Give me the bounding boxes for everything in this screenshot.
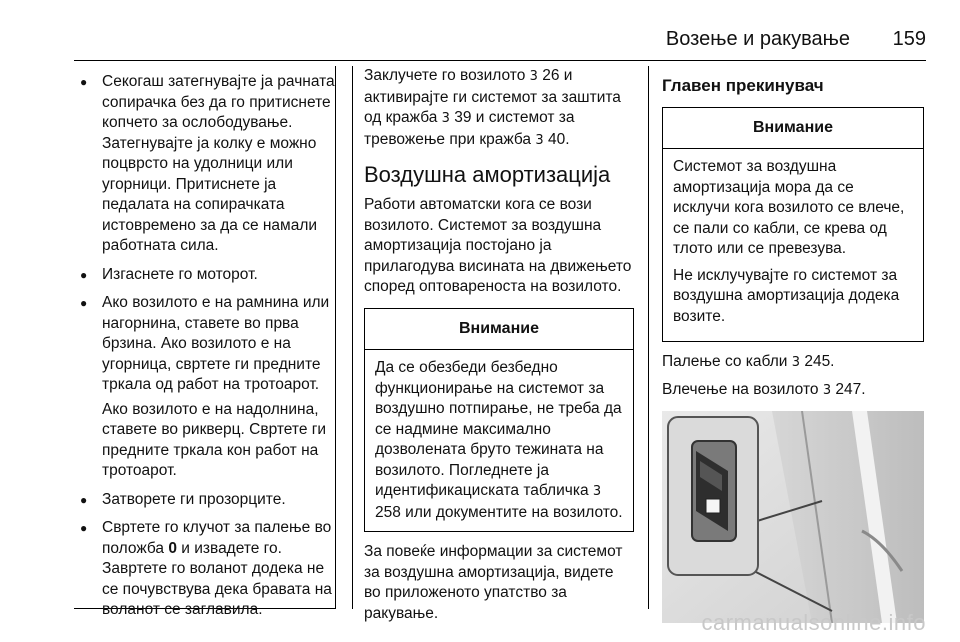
- warning-title: Внимание: [365, 309, 633, 351]
- text-segment: Влечење на возилото: [662, 380, 823, 398]
- paragraph: За повеќе информации за системот за воздушна амортизација, видете во приложеното упатство за ракување.: [364, 543, 623, 622]
- warning-box: [662, 107, 924, 343]
- text-segment: 247.: [831, 380, 866, 398]
- page-ref-icon[interactable]: 3: [592, 484, 602, 499]
- header-rule: [74, 60, 926, 61]
- paragraph: Не исклучувајте го системот за воздушна амортизација додека возите.: [673, 266, 900, 325]
- divider-left: [352, 66, 353, 609]
- column-3: [662, 66, 924, 623]
- page-ref-icon[interactable]: 3: [441, 111, 450, 126]
- paragraph: [364, 66, 634, 151]
- divider-right: [648, 66, 649, 609]
- text-segment: и извадете го. Завртете го воланот додека не се почувствува дека бравата на воланот се заглавила.: [102, 539, 332, 618]
- switch-photo: [662, 411, 924, 623]
- paragraph: [662, 380, 924, 402]
- warning-body: [365, 350, 633, 531]
- text-segment: Заклучете го возилото: [364, 67, 530, 84]
- list-item: ● Ако возилото е на рамнина или нагорнина, ставете во прва брзина. Ако возилото е на угорница, свртете ги предните тркала од работ на тротоарот.: [74, 293, 335, 396]
- list-subparagraph: Ако возилото е на надолнина, ставете во рикверц. Свртете ги предните тркала кон работ на тротоарот.: [102, 400, 327, 479]
- switch-photo-illustration: [662, 411, 924, 623]
- section-heading: Воздушна амортизација: [364, 162, 611, 187]
- paragraph: Системот за воздушна амортизација мора да се исклучи кога возилото се влече, се пали со кабли, се крева од тлото или се превезува.: [673, 158, 905, 257]
- page-header-title: Возење и ракување: [665, 28, 850, 50]
- text-segment: 258 или документите на возилото.: [375, 503, 623, 521]
- text-segment: 245.: [800, 353, 835, 370]
- list-item: ● Изгаснете го моторот.: [74, 265, 335, 286]
- paragraph: [662, 352, 924, 374]
- page-number: 159: [892, 28, 926, 50]
- warning-box: [364, 308, 634, 533]
- list-item: ● Затворете ги прозорците.: [74, 490, 335, 511]
- page-ref-icon[interactable]: 3: [529, 69, 538, 84]
- text-segment: 40.: [543, 130, 570, 148]
- page-ref-icon[interactable]: 3: [822, 382, 832, 398]
- warning-title: Внимание: [663, 108, 923, 150]
- text-segment: Палење со кабли: [662, 353, 792, 370]
- page-ref-icon[interactable]: 3: [535, 132, 544, 148]
- page-ref-icon[interactable]: 3: [791, 355, 801, 370]
- list-item: ● Секогаш затегнувајте ја рачната сопирачка без да го притиснете копчето за ослободување. Затегнувајте ја колку е можно поцврсто на удолници или угорници. Притиснете ја педалата на сопирачката истовремено за да се намали работната сила.: [74, 72, 335, 257]
- column-2: [364, 66, 634, 630]
- text-segment: 39 и системот за тревожење при кражба: [364, 109, 575, 148]
- text-segment: Да се обезбеди безбедно функционирање на системот за воздушно потпирање, не треба да се надмине максимално дозволената бруто тежината на возилото. Погледнете ја идентификациската табличка: [375, 359, 622, 499]
- list-item: [74, 518, 335, 621]
- warning-body: [663, 149, 923, 341]
- watermark: carmanualsonline.info: [701, 610, 926, 635]
- ignition-position: 0: [168, 539, 177, 557]
- paragraph: Работи автоматски кога се вози возилото. Системот за воздушна амортизација постојано ја прилагодува висината на движењето според оптовареноста на возилото.: [364, 196, 632, 295]
- section-heading: Главен прекинувач: [662, 76, 824, 95]
- text-segment: 26 и активирајте ги системот за заштита од кражба: [364, 67, 621, 126]
- text-segment: Свртете го клучот за палење во положба: [102, 519, 332, 557]
- column-1: [74, 66, 336, 618]
